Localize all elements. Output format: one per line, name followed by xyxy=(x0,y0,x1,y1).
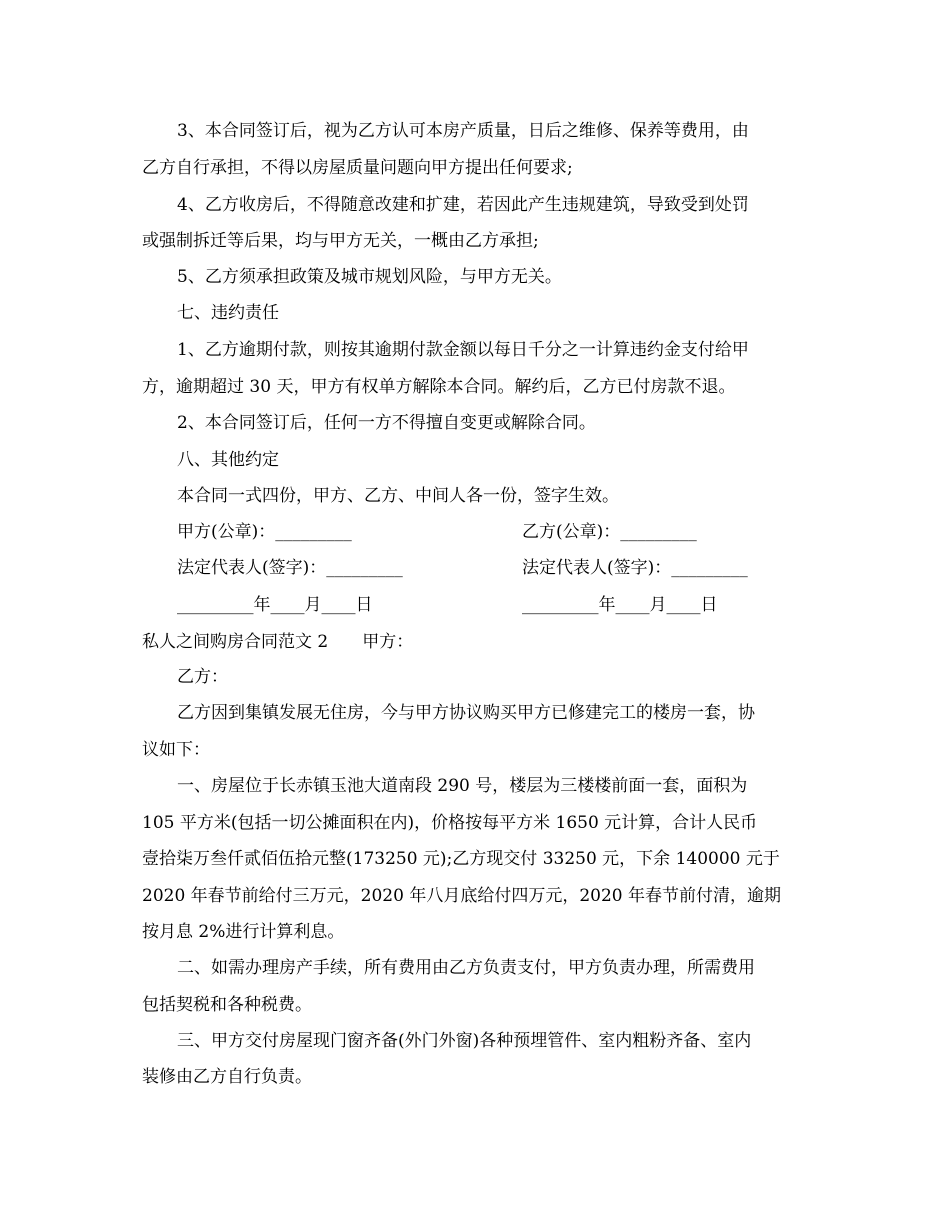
paragraph-line: 乙方： xyxy=(177,667,228,687)
paragraph-line: 一、房屋位于长赤镇玉池大道南段 290 号，楼层为三楼楼前面一套，面积为 xyxy=(177,776,748,796)
party-a-rep-field: 法定代表人(签字)：_________ xyxy=(177,558,403,578)
paragraph-line: 方，逾期超过 30 天，甲方有权单方解除本合同。解约后，乙方已付房款不退。 xyxy=(142,377,736,397)
section-heading: 七、违约责任 xyxy=(177,303,279,323)
paragraph-line: 乙方因到集镇发展无住房，今与甲方协议购买甲方已修建完工的楼房一套，协 xyxy=(177,703,755,723)
paragraph-line: 105 平方米(包括一切公摊面积在内)，价格按每平方米 1650 元计算，合计人民币 xyxy=(142,813,758,833)
paragraph-line: 壹拾柒万叁仟贰佰伍拾元整(173250 元);乙方现交付 33250 元，下余 140000 元于 xyxy=(142,849,780,869)
paragraph-line: 二、如需办理房产手续，所有费用由乙方负责支付，甲方负责办理，所需费用 xyxy=(177,958,755,978)
paragraph-line: 4、乙方收房后，不得随意改建和扩建，若因此产生违规建筑，导致受到处罚 xyxy=(177,195,749,215)
paragraph-line: 装修由乙方自行负责。 xyxy=(142,1067,312,1087)
paragraph-line: 5、乙方须承担政策及城市规划风险，与甲方无关。 xyxy=(177,267,562,287)
party-a-seal-field: 甲方(公章)：_________ xyxy=(177,522,352,542)
party-b-rep-field: 法定代表人(签字)：_________ xyxy=(522,558,748,578)
party-a-date-field: _________年____月____日 xyxy=(177,595,373,615)
party-b-seal-field: 乙方(公章)：_________ xyxy=(522,522,697,542)
paragraph-line: 2020 年春节前给付三万元，2020 年八月底给付四万元，2020 年春节前付清，逾期 xyxy=(142,886,782,906)
paragraph-line: 本合同一式四份，甲方、乙方、中间人各一份，签字生效。 xyxy=(177,486,619,506)
party-b-date-field: _________年____月____日 xyxy=(522,595,718,615)
paragraph-line: 乙方自行承担，不得以房屋质量问题向甲方提出任何要求; xyxy=(142,158,573,178)
paragraph-line: 包括契税和各种税费。 xyxy=(142,995,312,1015)
paragraph-line: 三、甲方交付房屋现门窗齐备(外门外窗)各种预埋管件、室内粗粉齐备、室内 xyxy=(177,1031,752,1051)
paragraph-line: 1、乙方逾期付款，则按其逾期付款金额以每日千分之一计算违约金支付给甲 xyxy=(177,340,749,360)
paragraph-line: 按月息 2%进行计算利息。 xyxy=(142,922,345,942)
section2-heading: 私人之间购房合同范文 2 甲方： xyxy=(142,632,414,652)
paragraph-line: 议如下： xyxy=(142,740,210,760)
paragraph-line: 或强制拆迁等后果，均与甲方无关，一概由乙方承担; xyxy=(142,231,539,251)
paragraph-line: 3、本合同签订后，视为乙方认可本房产质量，日后之维修、保养等费用，由 xyxy=(177,121,749,141)
paragraph-line: 2、本合同签订后，任何一方不得擅自变更或解除合同。 xyxy=(177,413,596,433)
section-heading: 八、其他约定 xyxy=(177,450,279,470)
